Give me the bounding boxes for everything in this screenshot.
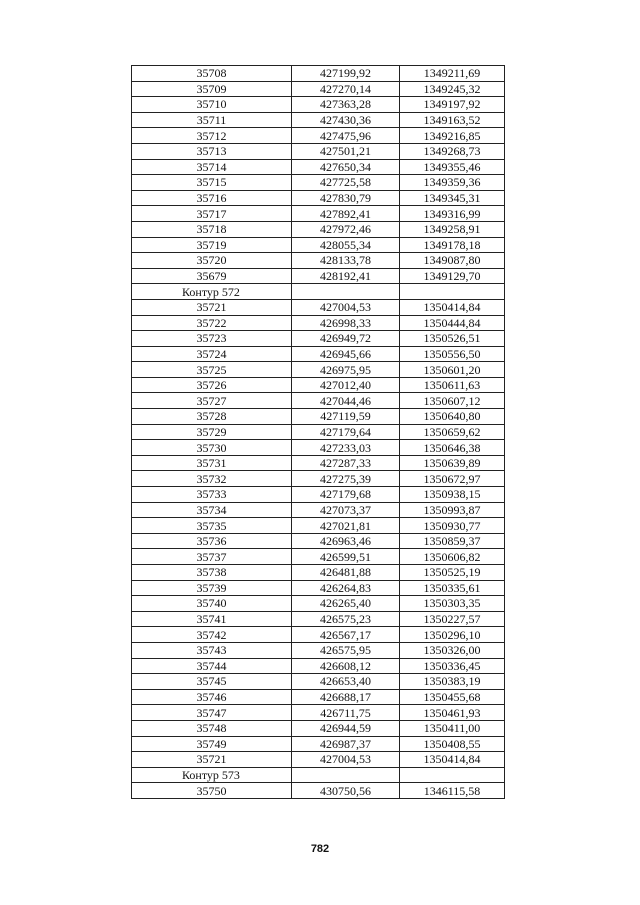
table-row (132, 159, 505, 175)
table-row (132, 502, 505, 518)
point-number-cell: 35728 (132, 409, 292, 425)
x-coordinate-cell: 427725,58 (292, 175, 400, 191)
point-number-cell: 35729 (132, 424, 292, 440)
table-row (132, 377, 505, 393)
y-coordinate-cell: 1350408,55 (400, 736, 505, 752)
point-number-cell: 35723 (132, 331, 292, 347)
x-coordinate-cell: 426264,83 (292, 580, 400, 596)
point-number-cell: 35736 (132, 533, 292, 549)
contour-empty-cell-y (400, 767, 505, 783)
y-coordinate-cell: 1350672,97 (400, 471, 505, 487)
table-row (132, 175, 505, 191)
y-coordinate-cell: 1350646,38 (400, 440, 505, 456)
point-number-cell: 35733 (132, 487, 292, 503)
y-coordinate-cell: 1350303,35 (400, 596, 505, 612)
table-row (132, 237, 505, 253)
x-coordinate-cell: 427233,03 (292, 440, 400, 456)
x-coordinate-cell: 427012,40 (292, 377, 400, 393)
table-row (132, 440, 505, 456)
point-number-cell: 35679 (132, 268, 292, 284)
y-coordinate-cell: 1350444,84 (400, 315, 505, 331)
coordinates-table (131, 65, 505, 799)
x-coordinate-cell: 426944,59 (292, 720, 400, 736)
y-coordinate-cell: 1349197,92 (400, 97, 505, 113)
y-coordinate-cell: 1350659,62 (400, 424, 505, 440)
table-row (132, 253, 505, 269)
x-coordinate-cell: 426575,95 (292, 642, 400, 658)
table-row (132, 66, 505, 82)
coordinates-table-body (132, 66, 505, 799)
table-row (132, 736, 505, 752)
point-number-cell: 35734 (132, 502, 292, 518)
x-coordinate-cell: 426945,66 (292, 346, 400, 362)
x-coordinate-cell: 427475,96 (292, 128, 400, 144)
x-coordinate-cell: 427021,81 (292, 518, 400, 534)
x-coordinate-cell: 428055,34 (292, 237, 400, 253)
point-number-cell: 35708 (132, 66, 292, 82)
point-number-cell: 35740 (132, 596, 292, 612)
point-number-cell: 35724 (132, 346, 292, 362)
x-coordinate-cell: 427972,46 (292, 221, 400, 237)
point-number-cell: 35721 (132, 299, 292, 315)
point-number-cell: 35743 (132, 642, 292, 658)
point-number-cell: 35712 (132, 128, 292, 144)
table-row (132, 81, 505, 97)
point-number-cell: 35741 (132, 611, 292, 627)
y-coordinate-cell: 1349345,31 (400, 190, 505, 206)
y-coordinate-cell: 1350601,20 (400, 362, 505, 378)
point-number-cell: 35730 (132, 440, 292, 456)
table-row (132, 642, 505, 658)
x-coordinate-cell: 427430,36 (292, 112, 400, 128)
point-number-cell: 35717 (132, 206, 292, 222)
table-row (132, 783, 505, 799)
table-row (132, 190, 505, 206)
contour-header-row (132, 767, 505, 783)
y-coordinate-cell: 1349129,70 (400, 268, 505, 284)
table-row (132, 128, 505, 144)
x-coordinate-cell: 427363,28 (292, 97, 400, 113)
y-coordinate-cell: 1349359,36 (400, 175, 505, 191)
table-row (132, 331, 505, 347)
x-coordinate-cell: 427650,34 (292, 159, 400, 175)
point-number-cell: 35709 (132, 81, 292, 97)
y-coordinate-cell: 1350993,87 (400, 502, 505, 518)
point-number-cell: 35738 (132, 565, 292, 581)
y-coordinate-cell: 1350639,89 (400, 455, 505, 471)
point-number-cell: 35722 (132, 315, 292, 331)
y-coordinate-cell: 1350455,68 (400, 689, 505, 705)
point-number-cell: 35718 (132, 221, 292, 237)
x-coordinate-cell: 430750,56 (292, 783, 400, 799)
table-row (132, 315, 505, 331)
point-number-cell: 35749 (132, 736, 292, 752)
point-number-cell: 35714 (132, 159, 292, 175)
x-coordinate-cell: 426599,51 (292, 549, 400, 565)
x-coordinate-cell: 427830,79 (292, 190, 400, 206)
contour-label: Контур 572 (132, 284, 292, 300)
table-row (132, 221, 505, 237)
y-coordinate-cell: 1349216,85 (400, 128, 505, 144)
x-coordinate-cell: 426998,33 (292, 315, 400, 331)
y-coordinate-cell: 1350336,45 (400, 658, 505, 674)
table-row (132, 689, 505, 705)
x-coordinate-cell: 426481,88 (292, 565, 400, 581)
y-coordinate-cell: 1350640,80 (400, 409, 505, 425)
table-row (132, 409, 505, 425)
x-coordinate-cell: 426949,72 (292, 331, 400, 347)
x-coordinate-cell: 427004,53 (292, 752, 400, 768)
x-coordinate-cell: 427275,39 (292, 471, 400, 487)
y-coordinate-cell: 1350525,19 (400, 565, 505, 581)
table-row (132, 752, 505, 768)
table-row (132, 533, 505, 549)
y-coordinate-cell: 1350611,63 (400, 377, 505, 393)
table-row (132, 674, 505, 690)
point-number-cell: 35720 (132, 253, 292, 269)
x-coordinate-cell: 426567,17 (292, 627, 400, 643)
contour-header-row (132, 284, 505, 300)
point-number-cell: 35745 (132, 674, 292, 690)
point-number-cell: 35719 (132, 237, 292, 253)
point-number-cell: 35735 (132, 518, 292, 534)
point-number-cell: 35747 (132, 705, 292, 721)
x-coordinate-cell: 428192,41 (292, 268, 400, 284)
y-coordinate-cell: 1350227,57 (400, 611, 505, 627)
y-coordinate-cell: 1350930,77 (400, 518, 505, 534)
table-row (132, 565, 505, 581)
table-row (132, 424, 505, 440)
x-coordinate-cell: 426688,17 (292, 689, 400, 705)
y-coordinate-cell: 1346115,58 (400, 783, 505, 799)
y-coordinate-cell: 1350607,12 (400, 393, 505, 409)
x-coordinate-cell: 426575,23 (292, 611, 400, 627)
point-number-cell: 35713 (132, 143, 292, 159)
y-coordinate-cell: 1349211,69 (400, 66, 505, 82)
y-coordinate-cell: 1350414,84 (400, 752, 505, 768)
x-coordinate-cell: 428133,78 (292, 253, 400, 269)
table-row (132, 299, 505, 315)
y-coordinate-cell: 1350296,10 (400, 627, 505, 643)
table-row (132, 487, 505, 503)
table-row (132, 206, 505, 222)
y-coordinate-cell: 1350335,61 (400, 580, 505, 596)
y-coordinate-cell: 1350526,51 (400, 331, 505, 347)
contour-empty-cell-x (292, 284, 400, 300)
y-coordinate-cell: 1350461,93 (400, 705, 505, 721)
point-number-cell: 35726 (132, 377, 292, 393)
y-coordinate-cell: 1349178,18 (400, 237, 505, 253)
point-number-cell: 35746 (132, 689, 292, 705)
point-number-cell: 35715 (132, 175, 292, 191)
table-row (132, 393, 505, 409)
point-number-cell: 35711 (132, 112, 292, 128)
x-coordinate-cell: 426975,95 (292, 362, 400, 378)
page-number: 782 (310, 843, 330, 855)
point-number-cell: 35725 (132, 362, 292, 378)
contour-label: Контур 573 (132, 767, 292, 783)
point-number-cell: 35716 (132, 190, 292, 206)
point-number-cell: 35739 (132, 580, 292, 596)
x-coordinate-cell: 427179,68 (292, 487, 400, 503)
point-number-cell: 35710 (132, 97, 292, 113)
y-coordinate-cell: 1349316,99 (400, 206, 505, 222)
y-coordinate-cell: 1349087,80 (400, 253, 505, 269)
table-row (132, 143, 505, 159)
x-coordinate-cell: 427287,33 (292, 455, 400, 471)
x-coordinate-cell: 426711,75 (292, 705, 400, 721)
y-coordinate-cell: 1350326,00 (400, 642, 505, 658)
y-coordinate-cell: 1350859,37 (400, 533, 505, 549)
table-row (132, 705, 505, 721)
point-number-cell: 35737 (132, 549, 292, 565)
x-coordinate-cell: 427501,21 (292, 143, 400, 159)
y-coordinate-cell: 1350414,84 (400, 299, 505, 315)
point-number-cell: 35750 (132, 783, 292, 799)
table-row (132, 549, 505, 565)
table-row (132, 112, 505, 128)
table-row (132, 627, 505, 643)
x-coordinate-cell: 427270,14 (292, 81, 400, 97)
point-number-cell: 35727 (132, 393, 292, 409)
x-coordinate-cell: 426987,37 (292, 736, 400, 752)
y-coordinate-cell: 1350383,19 (400, 674, 505, 690)
x-coordinate-cell: 426608,12 (292, 658, 400, 674)
x-coordinate-cell: 426653,40 (292, 674, 400, 690)
y-coordinate-cell: 1350411,00 (400, 720, 505, 736)
table-row (132, 518, 505, 534)
table-row (132, 596, 505, 612)
point-number-cell: 35731 (132, 455, 292, 471)
table-row (132, 97, 505, 113)
table-row (132, 346, 505, 362)
table-row (132, 720, 505, 736)
y-coordinate-cell: 1349258,91 (400, 221, 505, 237)
table-row (132, 471, 505, 487)
x-coordinate-cell: 427199,92 (292, 66, 400, 82)
y-coordinate-cell: 1350606,82 (400, 549, 505, 565)
table-row (132, 362, 505, 378)
y-coordinate-cell: 1349163,52 (400, 112, 505, 128)
y-coordinate-cell: 1350556,50 (400, 346, 505, 362)
x-coordinate-cell: 427179,64 (292, 424, 400, 440)
point-number-cell: 35744 (132, 658, 292, 674)
point-number-cell: 35721 (132, 752, 292, 768)
x-coordinate-cell: 427004,53 (292, 299, 400, 315)
table-row (132, 611, 505, 627)
contour-empty-cell-y (400, 284, 505, 300)
point-number-cell: 35742 (132, 627, 292, 643)
contour-empty-cell-x (292, 767, 400, 783)
x-coordinate-cell: 427044,46 (292, 393, 400, 409)
y-coordinate-cell: 1349245,32 (400, 81, 505, 97)
x-coordinate-cell: 427892,41 (292, 206, 400, 222)
table-row (132, 455, 505, 471)
y-coordinate-cell: 1349268,73 (400, 143, 505, 159)
table-row (132, 580, 505, 596)
x-coordinate-cell: 427073,37 (292, 502, 400, 518)
point-number-cell: 35748 (132, 720, 292, 736)
y-coordinate-cell: 1349355,46 (400, 159, 505, 175)
point-number-cell: 35732 (132, 471, 292, 487)
table-row (132, 268, 505, 284)
y-coordinate-cell: 1350938,15 (400, 487, 505, 503)
x-coordinate-cell: 427119,59 (292, 409, 400, 425)
x-coordinate-cell: 426265,40 (292, 596, 400, 612)
x-coordinate-cell: 426963,46 (292, 533, 400, 549)
table-row (132, 658, 505, 674)
